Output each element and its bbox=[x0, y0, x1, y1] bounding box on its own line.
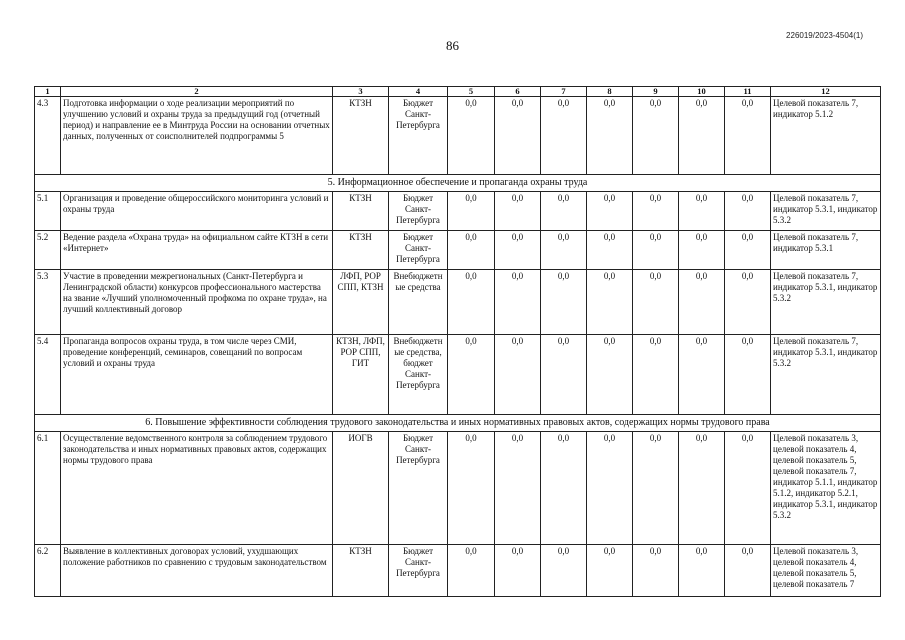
item-value: 0,0 bbox=[587, 545, 633, 597]
table-row bbox=[35, 432, 881, 545]
item-value: 0,0 bbox=[587, 97, 633, 175]
item-value: 0,0 bbox=[725, 97, 771, 175]
item-value: 0,0 bbox=[725, 545, 771, 597]
item-value: 0,0 bbox=[633, 192, 679, 231]
item-indicators: Целевой показатель 3, целевой показатель 4, целевой показатель 5, целевой показатель 7, индикатор 5.1.1, индикатор 5.1.2, индикатор 5.2.1, индикатор 5.3.1, индикатор 5.3.2 bbox=[771, 432, 881, 545]
table-row bbox=[35, 231, 881, 270]
item-value: 0,0 bbox=[587, 231, 633, 270]
item-description: Организация и проведение общероссийского мониторинга условий и охраны труда bbox=[61, 192, 333, 231]
item-executor: КТЗН bbox=[333, 545, 389, 597]
document-id: 226019/2023-4504(1) bbox=[786, 31, 863, 40]
item-value: 0,0 bbox=[541, 545, 587, 597]
item-executor: КТЗН, ЛФП, РОР СПП, ГИТ bbox=[333, 335, 389, 415]
table-row bbox=[35, 192, 881, 231]
item-value: 0,0 bbox=[587, 335, 633, 415]
section-heading: 6. Повышение эффективности соблюдения трудового законодательства и иных нормативных правовых актов, содержащих нормы трудового права bbox=[35, 415, 881, 432]
item-funding-source: Внебюджетные средства, бюджет Санкт-Петербурга bbox=[389, 335, 448, 415]
item-executor: ЛФП, РОР СПП, КТЗН bbox=[333, 270, 389, 335]
section-heading-row bbox=[35, 415, 881, 432]
program-table bbox=[34, 86, 881, 597]
header-cell: 6 bbox=[495, 87, 541, 97]
item-value: 0,0 bbox=[679, 192, 725, 231]
header-cell: 5 bbox=[448, 87, 495, 97]
item-executor: КТЗН bbox=[333, 97, 389, 175]
item-executor: ИОГВ bbox=[333, 432, 389, 545]
item-value: 0,0 bbox=[495, 97, 541, 175]
item-value: 0,0 bbox=[725, 192, 771, 231]
item-value: 0,0 bbox=[448, 231, 495, 270]
table-body bbox=[35, 87, 881, 597]
table-row bbox=[35, 97, 881, 175]
item-indicators: Целевой показатель 7, индикатор 5.3.1 bbox=[771, 231, 881, 270]
header-cell: 12 bbox=[771, 87, 881, 97]
item-number: 5.2 bbox=[35, 231, 61, 270]
item-value: 0,0 bbox=[541, 335, 587, 415]
header-cell: 2 bbox=[61, 87, 333, 97]
table-row bbox=[35, 545, 881, 597]
item-value: 0,0 bbox=[495, 270, 541, 335]
header-cell: 11 bbox=[725, 87, 771, 97]
item-value: 0,0 bbox=[448, 97, 495, 175]
item-value: 0,0 bbox=[448, 545, 495, 597]
item-funding-source: Бюджет Санкт-Петербурга bbox=[389, 192, 448, 231]
item-value: 0,0 bbox=[679, 335, 725, 415]
item-value: 0,0 bbox=[448, 192, 495, 231]
item-description: Осуществление ведомственного контроля за соблюдением трудового законодательства и иных нормативных правовых актов, содержащих нормы трудового права bbox=[61, 432, 333, 545]
item-description: Ведение раздела «Охрана труда» на официальном сайте КТЗН в сети «Интернет» bbox=[61, 231, 333, 270]
item-value: 0,0 bbox=[541, 270, 587, 335]
item-value: 0,0 bbox=[679, 432, 725, 545]
item-value: 0,0 bbox=[633, 432, 679, 545]
item-value: 0,0 bbox=[679, 231, 725, 270]
item-indicators: Целевой показатель 7, индикатор 5.1.2 bbox=[771, 97, 881, 175]
item-value: 0,0 bbox=[633, 335, 679, 415]
item-number: 4.3 bbox=[35, 97, 61, 175]
table-row bbox=[35, 270, 881, 335]
item-funding-source: Бюджет Санкт-Петербурга bbox=[389, 97, 448, 175]
item-funding-source: Бюджет Санкт-Петербурга bbox=[389, 545, 448, 597]
item-executor: КТЗН bbox=[333, 192, 389, 231]
item-value: 0,0 bbox=[679, 545, 725, 597]
item-value: 0,0 bbox=[633, 545, 679, 597]
item-executor: КТЗН bbox=[333, 231, 389, 270]
page-number: 86 bbox=[446, 38, 459, 53]
item-value: 0,0 bbox=[679, 270, 725, 335]
item-value: 0,0 bbox=[725, 270, 771, 335]
item-number: 5.4 bbox=[35, 335, 61, 415]
item-value: 0,0 bbox=[633, 270, 679, 335]
item-value: 0,0 bbox=[541, 192, 587, 231]
item-value: 0,0 bbox=[495, 192, 541, 231]
item-funding-source: Внебюджетные средства bbox=[389, 270, 448, 335]
section-heading: 5. Информационное обеспечение и пропаганда охраны труда bbox=[35, 175, 881, 192]
item-number: 6.2 bbox=[35, 545, 61, 597]
item-value: 0,0 bbox=[587, 192, 633, 231]
header-cell: 8 bbox=[587, 87, 633, 97]
item-value: 0,0 bbox=[587, 432, 633, 545]
item-number: 6.1 bbox=[35, 432, 61, 545]
item-value: 0,0 bbox=[633, 231, 679, 270]
item-indicators: Целевой показатель 3, целевой показатель 4, целевой показатель 5, целевой показатель 7 bbox=[771, 545, 881, 597]
item-value: 0,0 bbox=[679, 97, 725, 175]
item-value: 0,0 bbox=[495, 335, 541, 415]
item-description: Пропаганда вопросов охраны труда, в том числе через СМИ, проведение конференций, семинаров, совещаний по вопросам условий и охраны труда bbox=[61, 335, 333, 415]
item-number: 5.1 bbox=[35, 192, 61, 231]
header-cell: 7 bbox=[541, 87, 587, 97]
item-value: 0,0 bbox=[633, 97, 679, 175]
item-number: 5.3 bbox=[35, 270, 61, 335]
header-cell: 9 bbox=[633, 87, 679, 97]
item-value: 0,0 bbox=[725, 335, 771, 415]
item-description: Выявление в коллективных договорах условий, ухудшающих положение работников по сравнению с трудовым законодательством bbox=[61, 545, 333, 597]
item-indicators: Целевой показатель 7, индикатор 5.3.1, индикатор 5.3.2 bbox=[771, 270, 881, 335]
item-indicators: Целевой показатель 7, индикатор 5.3.1, индикатор 5.3.2 bbox=[771, 335, 881, 415]
item-value: 0,0 bbox=[725, 231, 771, 270]
item-value: 0,0 bbox=[495, 432, 541, 545]
item-value: 0,0 bbox=[495, 231, 541, 270]
item-value: 0,0 bbox=[541, 97, 587, 175]
header-row bbox=[35, 87, 881, 97]
item-description: Подготовка информации о ходе реализации мероприятий по улучшению условий и охраны труда за предыдущий год (отчетный период) и направление ее в Минтруда России на основании отчетных данных, полученных от соисполнителей подпрограммы 5 bbox=[61, 97, 333, 175]
header-cell: 3 bbox=[333, 87, 389, 97]
item-funding-source: Бюджет Санкт-Петербурга bbox=[389, 432, 448, 545]
item-value: 0,0 bbox=[448, 270, 495, 335]
section-heading-row bbox=[35, 175, 881, 192]
header-cell: 10 bbox=[679, 87, 725, 97]
item-description: Участие в проведении межрегиональных (Санкт-Петербурга и Ленинградской области) конкурсов профессионального мастерства на звание «Лучший уполномоченный профкома по охране труда», на лучший коллективный договор bbox=[61, 270, 333, 335]
item-value: 0,0 bbox=[587, 270, 633, 335]
item-value: 0,0 bbox=[541, 231, 587, 270]
item-value: 0,0 bbox=[725, 432, 771, 545]
item-indicators: Целевой показатель 7, индикатор 5.3.1, индикатор 5.3.2 bbox=[771, 192, 881, 231]
header-cell: 1 bbox=[35, 87, 61, 97]
table-row bbox=[35, 335, 881, 415]
item-funding-source: Бюджет Санкт-Петербурга bbox=[389, 231, 448, 270]
item-value: 0,0 bbox=[448, 335, 495, 415]
item-value: 0,0 bbox=[541, 432, 587, 545]
header-cell: 4 bbox=[389, 87, 448, 97]
item-value: 0,0 bbox=[448, 432, 495, 545]
item-value: 0,0 bbox=[495, 545, 541, 597]
